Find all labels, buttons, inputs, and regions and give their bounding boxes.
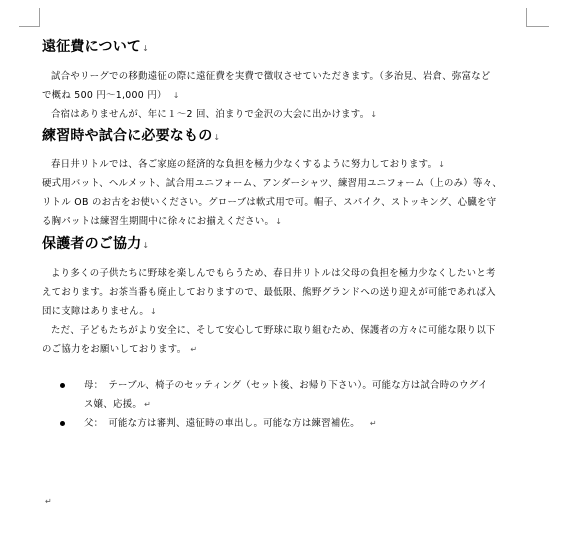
section-heading-expedition-fee: 遠征費について↓ — [42, 39, 150, 55]
paragraph: 団に支障はありません。↓ — [42, 306, 158, 317]
paragraph: 合宿はありませんが、年に１～2 回、泊まりで金沢の大会に出かけます。↓ — [51, 109, 378, 120]
list-item-mother: 母： テーブル、椅子のセッティング（セット後、お帰り下さい）。可能な方は試合時のウグイ ス嬢、応援。 ↵ — [42, 376, 528, 414]
paragraph: リトル OB のお古をお使いください。グローブは軟式用で可。帽子、スパイク、ストッキング、心臓を守 — [42, 197, 497, 208]
bullet-icon — [60, 383, 65, 388]
paragraph: より多くの子供たちに野球を楽しんでもらうため、春日井リトルは父母の負担を極力少なくしたいと考 — [51, 268, 496, 279]
paragraph: る胸パットは練習生期間中に徐々にお揃えください。↓ — [42, 216, 283, 227]
paragraph: のご協力をお願いしております。 ↵ — [42, 344, 198, 355]
paragraph: えております。お茶当番も廃止しておりますので、最低限、熊野グランドへの送り迎えが可能であれば入 — [42, 287, 496, 298]
section-heading-required-items: 練習時や試合に必要なもの↓ — [42, 128, 221, 144]
cooperation-list — [42, 376, 528, 433]
crop-mark-top-right — [526, 8, 549, 27]
paragraph: 春日井リトルでは、各ご家庭の経済的な負担を極力少なくするように努力しております。↓ — [51, 159, 446, 170]
bullet-icon — [60, 421, 65, 426]
paragraph: 試合やリーグでの移動遠征の際に遠征費を実費で徴収させていただきます。（多治見、岩倉、弥富など — [51, 71, 491, 82]
list-item-father: 父： 可能な方は審判、遠征時の車出し。可能な方は練習補佐。 ↵ — [42, 414, 528, 433]
paragraph: 硬式用バット、ヘルメット、試合用ユニフォーム、アンダーシャツ、練習用ユニフォーム（上のみ）等々、 — [42, 178, 502, 189]
section-heading-parent-cooperation: 保護者のご協力↓ — [42, 236, 150, 252]
crop-mark-top-left — [19, 8, 40, 27]
paragraph-mark: ↵ — [45, 497, 52, 506]
document-body[interactable] — [42, 37, 528, 433]
paragraph: で概ね 500 円～1,000 円） ↓ — [42, 90, 180, 101]
paragraph: ただ、子どもたちがより安全に、そして安心して野球に取り組むため、保護者の方々に可能な限り以下 — [51, 325, 496, 336]
